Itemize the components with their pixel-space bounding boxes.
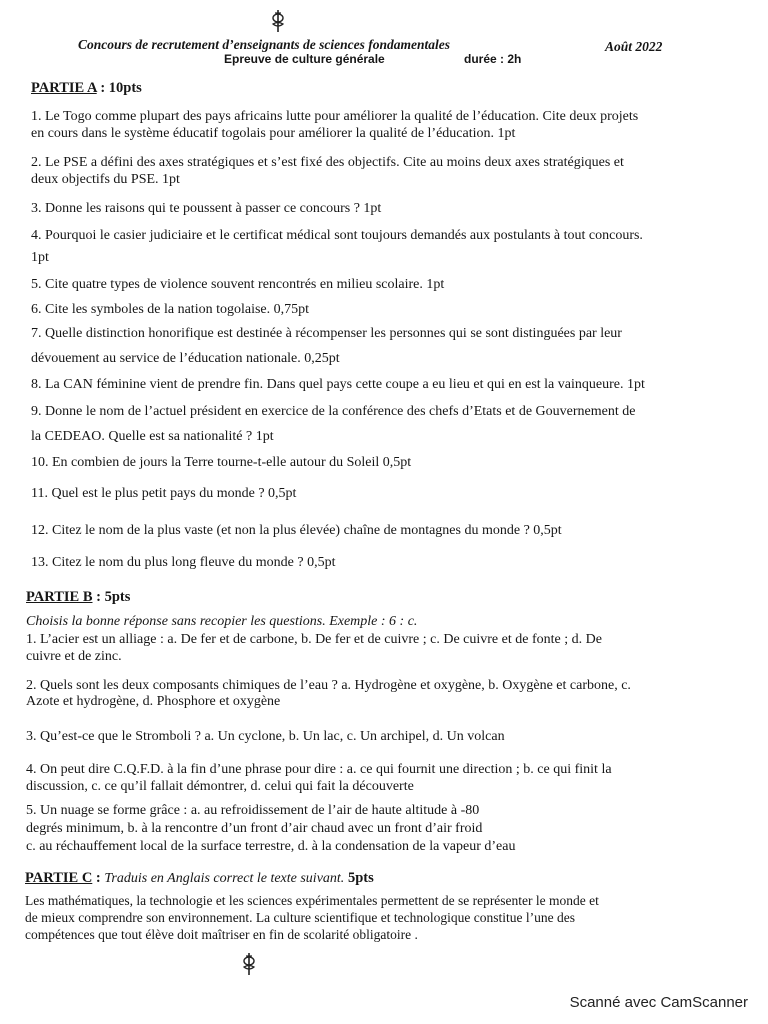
part-a-line: 3. Donne les raisons qui te poussent à passer ce concours ? 1pt <box>31 201 382 216</box>
part-c-label: PARTIE C <box>25 870 93 886</box>
part-a-line: 11. Quel est le plus petit pays du monde ? 0,5pt <box>31 486 297 501</box>
part-a-line: la CEDEAO. Quelle est sa nationalité ? 1pt <box>31 429 274 444</box>
exam-subtitle: Epreuve de culture générale <box>224 52 385 66</box>
part-a-line: 7. Quelle distinction honorifique est destinée à récompenser les personnes qui se sont distinguées par leur <box>31 326 622 341</box>
part-b-points: : 5pts <box>92 589 131 605</box>
exam-duration: durée : 2h <box>464 52 522 66</box>
part-c-line: de mieux comprendre son environnement. La culture scientifique et technologique constitue l’une des <box>25 910 575 925</box>
part-a-line: 8. La CAN féminine vient de prendre fin. Dans quel pays cette coupe a eu lieu et qui en est la vainqueure. 1pt <box>31 377 645 392</box>
emblem-logo-top <box>270 9 286 33</box>
part-a-line: dévouement au service de l’éducation nationale. 0,25pt <box>31 351 340 366</box>
part-a-line: 10. En combien de jours la Terre tourne-t-elle autour du Soleil 0,5pt <box>31 455 412 470</box>
part-b-line: degrés minimum, b. à la rencontre d’un front d’air chaud avec un front d’air froid <box>26 821 483 836</box>
part-b-line: c. au réchauffement local de la surface terrestre, d. à la condensation de la vapeur d’eau <box>26 839 516 854</box>
scanner-watermark: Scanné avec CamScanner <box>569 994 748 1011</box>
part-b-line: 1. L’acier est un alliage : a. De fer et de carbone, b. De fer et de cuivre ; c. De cuivre et de fonte ; d. De <box>26 632 602 647</box>
exam-date: Août 2022 <box>605 39 663 54</box>
part-a-line: en cours dans le système éducatif togolais pour améliorer la qualité de l’éducation. 1pt <box>31 126 516 141</box>
part-c-points: 5pts <box>347 870 374 886</box>
part-a-line: 9. Donne le nom de l’actuel président en exercice de la conférence des chefs d’Etats et de Gouvernement de <box>31 404 636 419</box>
part-c-heading: PARTIE C : Traduis en Anglais correct le texte suivant. 5pts <box>25 870 374 886</box>
part-b-line: 2. Quels sont les deux composants chimiques de l’eau ? a. Hydrogène et oxygène, b. Oxygène et carbone, c. <box>26 678 631 693</box>
part-b-line: cuivre et de zinc. <box>26 649 122 664</box>
part-a-line: 4. Pourquoi le casier judiciaire et le certificat médical sont toujours demandés aux postulants à tout concours. <box>31 228 643 243</box>
part-c-line: compétences que tout élève doit maîtriser en fin de scolarité obligatoire . <box>25 927 418 942</box>
part-a-line: 13. Citez le nom du plus long fleuve du monde ? 0,5pt <box>31 555 336 570</box>
part-a-heading <box>31 80 142 97</box>
part-b-line: Azote et hydrogène, d. Phosphore et oxygène <box>26 694 281 709</box>
part-b-line: discussion, c. ce qu’il fallait démontrer, d. celui qui fait la découverte <box>26 779 414 794</box>
part-b-line: 4. On peut dire C.Q.F.D. à la fin d’une phrase pour dire : a. ce qui fournit une direction ; b. ce qui finit la <box>26 762 612 777</box>
part-a-line: 1pt <box>31 250 49 265</box>
part-a-line: 5. Cite quatre types de violence souvent rencontrés en milieu scolaire. 1pt <box>31 277 445 292</box>
part-a-points: : 10pts <box>96 80 142 96</box>
exam-title: Concours de recrutement d’enseignants de sciences fondamentales <box>78 37 450 52</box>
part-a-line: 6. Cite les symboles de la nation togolaise. 0,75pt <box>31 302 310 317</box>
part-b-heading <box>26 589 130 606</box>
part-a-line: 1. Le Togo comme plupart des pays africains lutte pour améliorer la qualité de l’éducation. Cite deux projets <box>31 109 639 124</box>
part-b-instruction: Choisis la bonne réponse sans recopier les questions. Exemple : 6 : c. <box>26 614 418 629</box>
part-c-line: Les mathématiques, la technologie et les sciences expérimentales permettent de se représenter le monde et <box>25 893 599 908</box>
part-a-line: 12. Citez le nom de la plus vaste (et non la plus élevée) chaîne de montagnes du monde ? 0,5pt <box>31 523 562 538</box>
emblem-logo-bottom <box>241 952 257 976</box>
part-b-line: 5. Un nuage se forme grâce : a. au refroidissement de l’air de haute altitude à -80 <box>26 803 480 818</box>
part-b-line: 3. Qu’est-ce que le Stromboli ? a. Un cyclone, b. Un lac, c. Un archipel, d. Un volcan <box>26 729 505 744</box>
part-a-label: PARTIE A <box>31 80 97 96</box>
part-c-instruction: Traduis en Anglais correct le texte suivant. <box>104 871 345 886</box>
part-a-line: deux objectifs du PSE. 1pt <box>31 172 180 187</box>
part-a-line: 2. Le PSE a défini des axes stratégiques et s’est fixé des objectifs. Cite au moins deux axes stratégiques et <box>31 155 624 170</box>
part-b-label: PARTIE B <box>26 589 93 605</box>
